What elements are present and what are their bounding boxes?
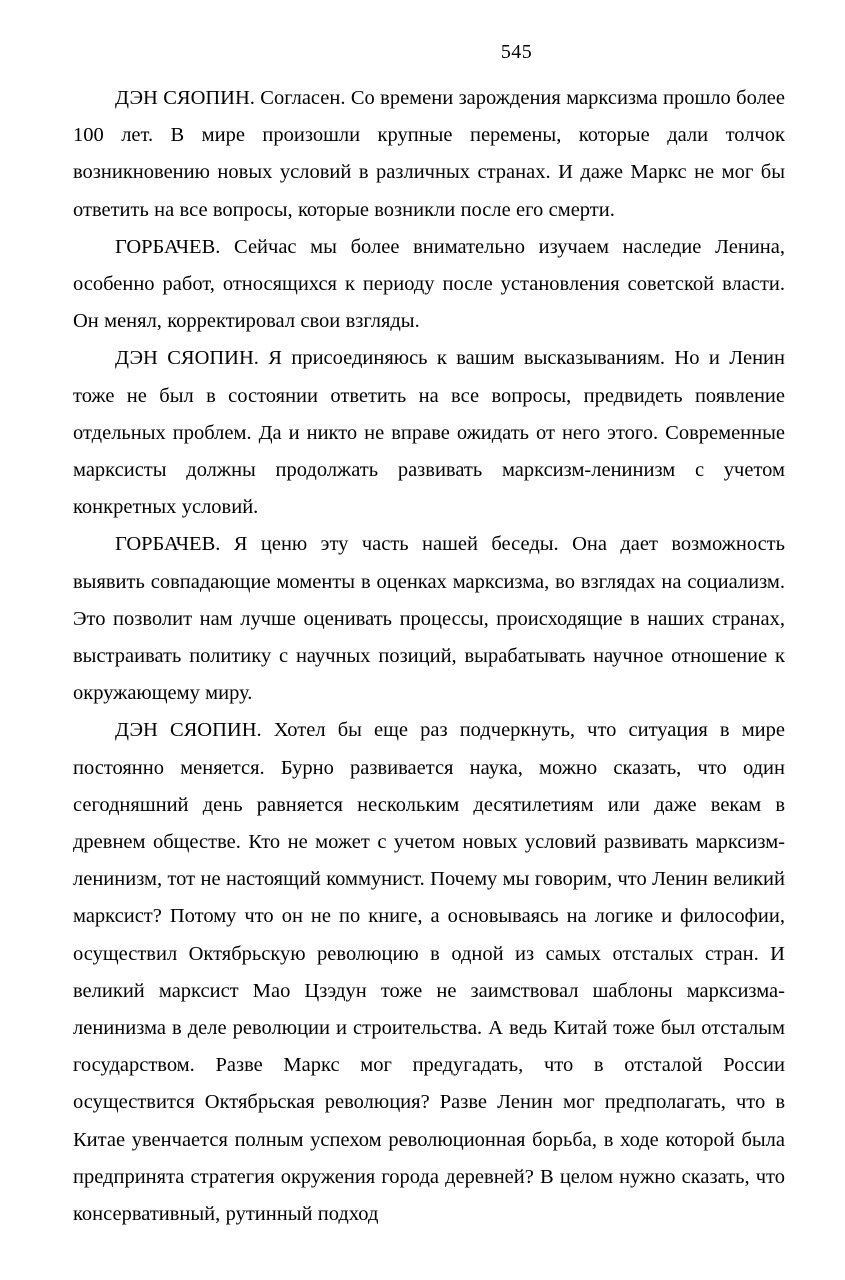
paragraph: ДЭН СЯОПИН. Хотел бы еще раз подчеркнуть, что ситуация в мире постоянно меняется. Бурно развивается наука, можно сказать, что один сегодняшний день равняется нескольким десятилетиям или даже векам в древнем обществе. Кто не может с учетом новых условий развивать марксизм-ленинизм, тот не настоящий коммунист. Почему мы говорим, что Ленин великий марксист? Потому что он не по книге, а основываясь на логике и философии, осуществил Октябрьскую революцию в одной из самых отсталых стран. И великий марксист Мао Цзэдун тоже не заимствовал шаблоны марксизма-ленинизма в деле революции и строительства. А ведь Китай тоже был отсталым государством. Разве Маркс мог предугадать, что в отсталой России осуществится Октябрьская революция? Разве Ленин мог предполагать, что в Китае увенчается полным успехом революционная борьба, в ходе которой была предпринята стратегия окружения города деревней? В целом нужно сказать, что консервативный, рутинный подход xyxy=(73,719,785,1226)
paragraph: ГОРБАЧЕВ. Я ценю эту часть нашей беседы. Она дает возможность выявить совпадающие моменты в оценках марксизма, во взглядах на социализм. Это позволит нам лучше оценивать процессы, происходящие в наших странах, выстраивать политику с научных позиций, вырабатывать научное отношение к окружающему миру. xyxy=(73,533,785,705)
page-body xyxy=(73,80,785,1233)
paragraph: ДЭН СЯОПИН. Я присоединяюсь к вашим высказываниям. Но и Ленин тоже не был в состоянии ответить на все вопросы, предвидеть появление отдельных проблем. Да и никто не вправе ожидать от него этого. Современные марксисты должны продолжать развивать марксизм-ленинизм с учетом конкретных условий. xyxy=(73,347,785,519)
paragraph: ДЭН СЯОПИН. Согласен. Со времени зарождения марксизма прошло более 100 лет. В мире произошли крупные перемены, которые дали толчок возникновению новых условий в различных странах. И даже Маркс не мог бы ответить на все вопросы, которые возникли после его смерти. xyxy=(73,87,785,221)
page-number: 545 xyxy=(500,41,533,63)
paragraph: ГОРБАЧЕВ. Сейчас мы более внимательно изучаем наследие Ленина, особенно работ, относящихся к периоду после установления советской власти. Он менял, корректировал свои взгляды. xyxy=(73,235,785,333)
